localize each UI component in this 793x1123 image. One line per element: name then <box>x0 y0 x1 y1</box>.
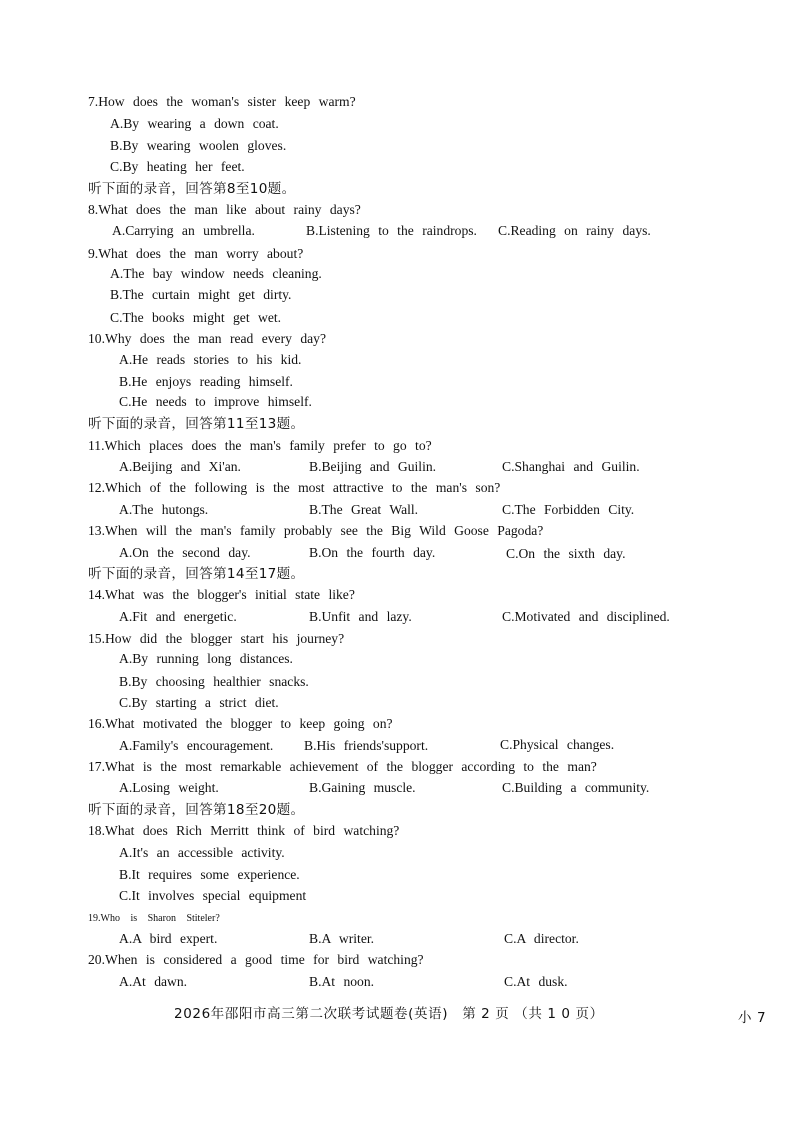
question-15-option-b: B.By choosing healthier snacks. <box>119 674 309 689</box>
question-8-option-b: B.Listening to the raindrops. <box>306 223 477 238</box>
question-19-stem: 19.Who is Sharon Stiteler? <box>88 913 220 924</box>
question-13-option-c: C.On the sixth day. <box>506 546 626 561</box>
question-15-stem: 15.How did the blogger start his journey? <box>88 631 345 646</box>
section-heading-14-17: 听下面的录音，回答第14至17题。 <box>88 566 305 582</box>
question-18-option-a: A.It's an accessible activity. <box>119 845 285 860</box>
question-12-option-b: B.The Great Wall. <box>309 502 419 517</box>
question-8-stem: 8.What does the man like about rainy days? <box>88 202 361 217</box>
question-10-option-a: A.He reads stories to his kid. <box>119 352 302 367</box>
question-10-option-b: B.He enjoys reading himself. <box>119 374 293 389</box>
question-10-option-c: C.He needs to improve himself. <box>119 394 312 409</box>
page-corner-mark: 小 7 <box>738 1010 767 1026</box>
question-16-option-c: C.Physical changes. <box>500 737 615 752</box>
question-18-option-c: C.It involves special equipment <box>119 888 307 903</box>
question-7-option-c: C.By heating her feet. <box>110 159 245 174</box>
question-18-option-b: B.It requires some experience. <box>119 867 300 882</box>
question-18-stem: 18.What does Rich Merritt think of bird watching? <box>88 823 400 838</box>
question-8-option-c: C.Reading on rainy days. <box>498 223 651 238</box>
question-16-option-b: B.His friends'support. <box>304 738 429 753</box>
question-13-option-b: B.On the fourth day. <box>309 545 436 560</box>
question-7-stem: 7.How does the woman's sister keep warm? <box>88 94 356 109</box>
question-15-option-c: C.By starting a strict diet. <box>119 695 279 710</box>
section-heading-11-13: 听下面的录音，回答第11至13题。 <box>88 416 305 432</box>
question-9-stem: 9.What does the man worry about? <box>88 246 304 261</box>
question-13-stem: 13.When will the man's family probably see the Big Wild Goose Pagoda? <box>88 523 544 538</box>
question-17-option-b: B.Gaining muscle. <box>309 780 416 795</box>
question-14-stem: 14.What was the blogger's initial state like? <box>88 587 355 602</box>
question-9-option-a: A.The bay window needs cleaning. <box>110 266 322 281</box>
question-11-option-a: A.Beijing and Xi'an. <box>119 459 241 474</box>
question-16-option-a: A.Family's encouragement. <box>119 738 274 753</box>
section-heading-18-20: 听下面的录音，回答第18至20题。 <box>88 802 305 818</box>
question-19-option-b: B.A writer. <box>309 931 375 946</box>
question-9-option-b: B.The curtain might get dirty. <box>110 287 292 302</box>
question-13-option-a: A.On the second day. <box>119 545 251 560</box>
question-9-option-c: C.The books might get wet. <box>110 310 282 325</box>
question-15-option-a: A.By running long distances. <box>119 651 293 666</box>
question-12-stem: 12.Which of the following is the most attractive to the man's son? <box>88 480 501 495</box>
question-20-option-c: C.At dusk. <box>504 974 568 989</box>
question-12-option-c: C.The Forbidden City. <box>502 502 635 517</box>
question-20-stem: 20.When is considered a good time for bird watching? <box>88 952 424 967</box>
question-14-option-b: B.Unfit and lazy. <box>309 609 412 624</box>
question-7-option-b: B.By wearing woolen gloves. <box>110 138 287 153</box>
question-20-option-b: B.At noon. <box>309 974 375 989</box>
question-17-option-a: A.Losing weight. <box>119 780 219 795</box>
question-19-option-c: C.A director. <box>504 931 579 946</box>
question-12-option-a: A.The hutongs. <box>119 502 209 517</box>
question-16-stem: 16.What motivated the blogger to keep going on? <box>88 716 393 731</box>
question-11-option-c: C.Shanghai and Guilin. <box>502 459 640 474</box>
question-17-option-c: C.Building a community. <box>502 780 650 795</box>
section-heading-8-10: 听下面的录音，回答第8至10题。 <box>88 181 296 197</box>
page-footer: 2026年邵阳市高三第二次联考试题卷(英语) 第 2 页 （共 1 0 页） <box>174 1006 604 1022</box>
question-14-option-a: A.Fit and energetic. <box>119 609 237 624</box>
question-14-option-c: C.Motivated and disciplined. <box>502 609 670 624</box>
question-11-option-b: B.Beijing and Guilin. <box>309 459 437 474</box>
question-17-stem: 17.What is the most remarkable achievement of the blogger according to the man? <box>88 759 597 774</box>
question-10-stem: 10.Why does the man read every day? <box>88 331 326 346</box>
question-8-option-a: A.Carrying an umbrella. <box>112 223 255 238</box>
question-11-stem: 11.Which places does the man's family prefer to go to? <box>88 438 432 453</box>
question-20-option-a: A.At dawn. <box>119 974 188 989</box>
question-7-option-a: A.By wearing a down coat. <box>110 116 279 131</box>
question-19-option-a: A.A bird expert. <box>119 931 218 946</box>
